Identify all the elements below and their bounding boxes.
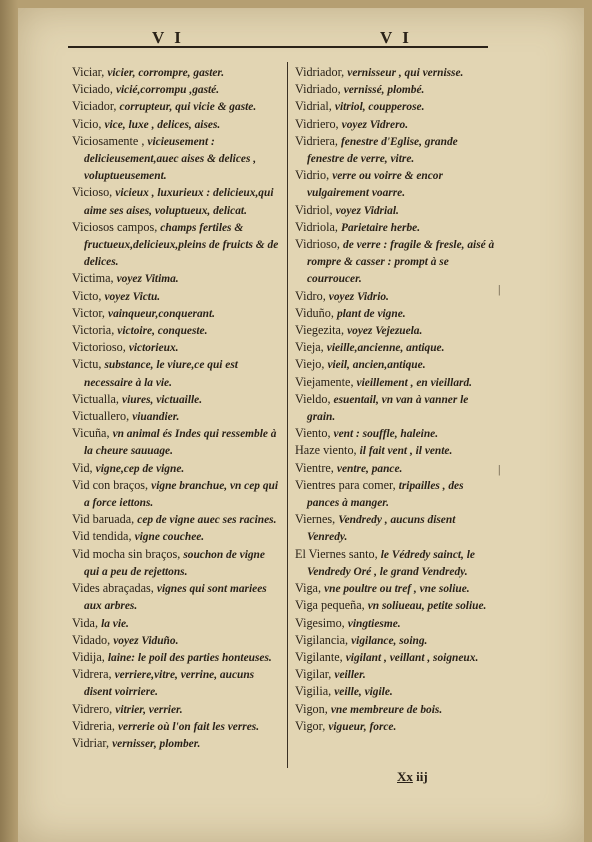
entry-definition: vigne,cep de vigne. (95, 462, 185, 475)
entry-definition: vitriol, coupperose. (334, 101, 425, 114)
dictionary-entry (295, 202, 495, 219)
entry-headword: Victualla, (72, 391, 119, 406)
entry-headword: Vidriador, (295, 65, 345, 79)
dictionary-entry (72, 666, 280, 700)
dictionary-entry (295, 649, 495, 666)
dictionary-entry (72, 219, 280, 271)
entry-headword: Viga, (295, 581, 322, 596)
entry-headword: Vigor, (295, 718, 326, 733)
entry-headword: Victuallero, (72, 409, 130, 424)
entry-definition: voyez Vidrial. (335, 204, 399, 217)
entry-definition: vn animal és Indes qui ressemble à la cheure sauuage. (84, 428, 277, 458)
dictionary-entry (72, 425, 280, 459)
dictionary-entry (72, 391, 280, 408)
dictionary-entry (295, 718, 495, 735)
entry-definition: vignes qui sont mariees aux arbres. (84, 583, 267, 613)
entry-headword: Vieja, (295, 340, 324, 355)
dictionary-entry (72, 649, 280, 666)
entry-definition: vigne couchee. (134, 531, 205, 544)
entry-headword: Vigon, (295, 701, 328, 716)
entry-headword: Viciado, (72, 82, 113, 97)
entry-headword: Haze viento, (295, 443, 357, 458)
entry-headword: Vid, (72, 460, 93, 475)
dictionary-entry (295, 442, 495, 459)
dictionary-entry (72, 477, 280, 511)
entry-definition: vigueur, force. (328, 720, 397, 733)
dictionary-entry (72, 528, 280, 545)
entry-definition: vingtiesme. (347, 617, 401, 630)
dictionary-entry (295, 477, 495, 511)
entry-headword: Vidriola, (295, 219, 338, 234)
dictionary-entry (72, 116, 280, 133)
entry-definition: vernisseur , qui vernisse. (347, 67, 464, 79)
entry-headword: Vid baruada, (72, 512, 135, 527)
entry-headword: Viernes, (295, 512, 336, 527)
dictionary-entry (295, 167, 495, 201)
dictionary-entry (72, 64, 280, 81)
entry-headword: Vidrero, (72, 701, 113, 716)
entry-definition: Vendredy , aucuns disent Venredy. (307, 514, 456, 544)
entry-definition: vieillement , en vieillard. (356, 376, 473, 389)
entry-definition: vigilance, soing. (351, 634, 428, 647)
dictionary-entry (72, 632, 280, 649)
entry-definition: vigne branchue, vn cep qui a force iettons. (84, 479, 279, 510)
entry-headword: Viga pequeña, (295, 598, 365, 613)
entry-definition: champs fertiles & fructueux,delicieux,pleins de fruicts & de delices. (84, 221, 279, 269)
dictionary-entry (72, 460, 280, 477)
entry-headword: Victo, (72, 288, 102, 303)
margin-mark: | (498, 462, 501, 476)
dictionary-entry (295, 356, 495, 373)
entry-headword: Vientres para comer, (295, 477, 396, 492)
entry-definition: vainqueur,conquerant. (108, 307, 215, 320)
dictionary-entry (72, 288, 280, 305)
dictionary-entry (72, 615, 280, 632)
entry-definition: plant de vigne. (336, 307, 406, 320)
entry-headword: Vieldo, (295, 391, 331, 406)
dictionary-entry (295, 98, 495, 115)
entry-definition: laine: le poil des parties honteuses. (107, 651, 272, 664)
dictionary-entry (295, 460, 495, 477)
entry-headword: Vides abraçadas, (72, 581, 154, 596)
entry-headword: Vidrioso, (295, 237, 340, 252)
dictionary-entry (295, 219, 495, 236)
entry-headword: Vigilia, (295, 684, 332, 699)
entry-definition: ventre, pance. (336, 462, 403, 475)
entry-definition: vn soliueau, petite soliue. (367, 600, 487, 613)
entry-headword: Vidriar, (72, 735, 110, 750)
entry-headword: Viduño, (295, 305, 334, 320)
dictionary-entry (295, 666, 495, 683)
dictionary-entry (295, 116, 495, 133)
entry-headword: Victorioso, (72, 340, 126, 355)
dictionary-entry (295, 64, 495, 81)
entry-definition: il fait vent , il vente. (359, 445, 453, 458)
entry-definition: viures, victuaille. (122, 393, 203, 406)
dictionary-entry (295, 339, 495, 356)
dictionary-entry (295, 374, 495, 391)
dictionary-entry (295, 81, 495, 98)
dictionary-entry (72, 305, 280, 322)
entry-definition: vent : souffle, haleine. (333, 428, 439, 441)
entry-definition: corrupteur, qui vicie & gaste. (119, 101, 257, 114)
entry-headword: Vicio, (72, 116, 102, 131)
left-column (72, 64, 280, 752)
dictionary-entry (72, 701, 280, 718)
entry-headword: Vid tendida, (72, 529, 132, 544)
entry-headword: Viejo, (295, 357, 325, 372)
entry-definition: substance, le viure,ce qui est necessaire à la vie. (84, 359, 238, 389)
entry-headword: Vicuña, (72, 426, 110, 441)
entry-headword: Vidriado, (295, 82, 341, 97)
entry-headword: Viciosos campos, (72, 219, 158, 234)
entry-definition: vitrier, verrier. (115, 703, 183, 716)
entry-headword: Viejamente, (295, 374, 354, 389)
running-head-right: V I (380, 28, 412, 47)
dictionary-entry (72, 546, 280, 580)
entry-definition: veille, vigile. (334, 686, 393, 699)
entry-definition: voyez Vidrero. (341, 118, 409, 131)
dictionary-entry (72, 511, 280, 528)
entry-definition: victorieux. (128, 342, 179, 355)
dictionary-entry (295, 322, 495, 339)
dictionary-entry (295, 632, 495, 649)
entry-headword: Vientre, (295, 460, 334, 475)
entry-headword: Vidriol, (295, 202, 333, 217)
dictionary-entry (295, 546, 495, 580)
dictionary-entry (72, 356, 280, 390)
entry-headword: Viciar, (72, 65, 105, 79)
running-head-left: V I (152, 28, 184, 47)
entry-definition: voyez Vitima. (116, 273, 179, 286)
entry-definition: vne poultre ou tref , vne soliue. (324, 583, 470, 596)
entry-headword: Vid con braços, (72, 477, 149, 492)
entry-definition: vicieux , luxurieux : delicieux,qui aime ses aises, voluptueux, delicat. (84, 187, 274, 217)
entry-definition: Parietaire herbe. (340, 221, 421, 234)
entry-definition: vicieusement : delicieusement,auec aises & delices , voluptueusement. (84, 135, 257, 183)
dictionary-entry (72, 322, 280, 339)
dictionary-entry (295, 701, 495, 718)
dictionary-entry (295, 683, 495, 700)
entry-definition: fenestre d'Eglise, grande fenestre de verre, vitre. (307, 135, 458, 166)
entry-headword: Vidriera, (295, 133, 338, 148)
dictionary-entry (295, 288, 495, 305)
dictionary-entry (72, 81, 280, 98)
entry-headword: Victor, (72, 305, 105, 320)
dictionary-entry (295, 133, 495, 167)
dictionary-entry (72, 580, 280, 614)
entry-definition: cep de vigne auec ses racines. (137, 514, 277, 527)
margin-mark: | (498, 282, 501, 296)
entry-definition: esuentail, vn van à vanner le grain. (307, 393, 469, 424)
dictionary-entry (72, 718, 280, 735)
dictionary-entry (295, 425, 495, 442)
entry-headword: Vigilar, (295, 667, 332, 682)
header-rule (68, 46, 488, 48)
entry-headword: Vidrio, (295, 168, 330, 183)
entry-definition: le Védredy sainct, le Vendredy Oré , le grand Vendredy. (307, 548, 475, 578)
dictionary-entry (72, 270, 280, 287)
dictionary-entry (72, 408, 280, 425)
dictionary-entry (72, 184, 280, 218)
dictionary-entry (295, 391, 495, 425)
dictionary-entry (72, 339, 280, 356)
entry-definition: vice, luxe , delices, aises. (104, 118, 221, 131)
entry-definition: vieil, ancien,antique. (327, 359, 426, 372)
entry-headword: Viento, (295, 426, 331, 441)
entry-headword: Vidrera, (72, 667, 112, 682)
entry-headword: Victoria, (72, 323, 115, 338)
entry-definition: vicier, corrompre, gaster. (107, 67, 225, 79)
entry-headword: Vida, (72, 615, 99, 630)
entry-definition: vernisser, plomber. (112, 737, 201, 750)
entry-headword: Victu, (72, 357, 102, 372)
entry-headword: Viciosamente , (72, 133, 145, 148)
entry-headword: Vicioso, (72, 185, 113, 200)
dictionary-entry (295, 236, 495, 288)
entry-headword: Vidreria, (72, 718, 115, 733)
entry-definition: verriere,vitre, verrine, aucuns disent voirriere. (84, 669, 255, 699)
entry-headword: Viciador, (72, 99, 117, 114)
entry-definition: veiller. (334, 669, 366, 682)
entry-definition: la vie. (101, 617, 129, 630)
entry-definition: vicié,corrompu ,gasté. (115, 84, 220, 97)
entry-headword: Vigilante, (295, 649, 343, 664)
entry-headword: Vid mocha sin braços, (72, 546, 181, 561)
right-column (295, 64, 495, 735)
entry-headword: Vidado, (72, 632, 111, 647)
entry-definition: viuandier. (132, 411, 180, 424)
entry-definition: de verre : fragile & fresle, aisé à rompre & casser : prompt à se courroucer. (307, 239, 495, 286)
dictionary-entry (72, 133, 280, 185)
entry-headword: Vigesimo, (295, 615, 345, 630)
entry-headword: Viegezita, (295, 323, 345, 338)
entry-definition: vieille,ancienne, antique. (326, 342, 445, 355)
entry-definition: voyez Vejezuela. (347, 325, 423, 338)
entry-definition: voyez Vidrio. (328, 290, 389, 303)
entry-definition: tripailles , des pances à manger. (307, 479, 464, 510)
entry-definition: souchon de vigne qui a peu de rejettons. (84, 548, 265, 578)
signature-letters: Xx (397, 769, 413, 784)
dictionary-entry (295, 615, 495, 632)
dictionary-entry (295, 511, 495, 545)
entry-definition: vigilant , veillant , soigneux. (345, 651, 479, 664)
entry-headword: Vidrial, (295, 99, 332, 114)
entry-definition: voyez Viduño. (113, 634, 179, 647)
dictionary-entry (72, 98, 280, 115)
entry-definition: verrerie où l'on fait les verres. (117, 720, 260, 733)
entry-definition: victoire, conqueste. (117, 325, 208, 338)
entry-headword: Victima, (72, 271, 114, 286)
entry-definition: vernissé, plombé. (343, 84, 425, 97)
entry-headword: Vidriero, (295, 116, 339, 131)
entry-headword: Vidro, (295, 288, 326, 303)
entry-definition: verre ou voirre & encor vulgairement voarre. (307, 170, 443, 200)
dictionary-entry (295, 580, 495, 597)
entry-definition: vne membreure de bois. (330, 703, 443, 716)
column-divider (287, 62, 288, 768)
entry-headword: Vigilancia, (295, 632, 349, 647)
book-gutter (0, 0, 18, 842)
dictionary-entry (295, 305, 495, 322)
dictionary-entry (72, 735, 280, 752)
entry-definition: voyez Victu. (104, 290, 161, 303)
entry-headword: Vidija, (72, 649, 105, 664)
dictionary-entry (295, 597, 495, 614)
entry-headword: El Viernes santo, (295, 546, 378, 561)
signature-mark (397, 769, 428, 785)
signature-number: iij (416, 769, 428, 784)
